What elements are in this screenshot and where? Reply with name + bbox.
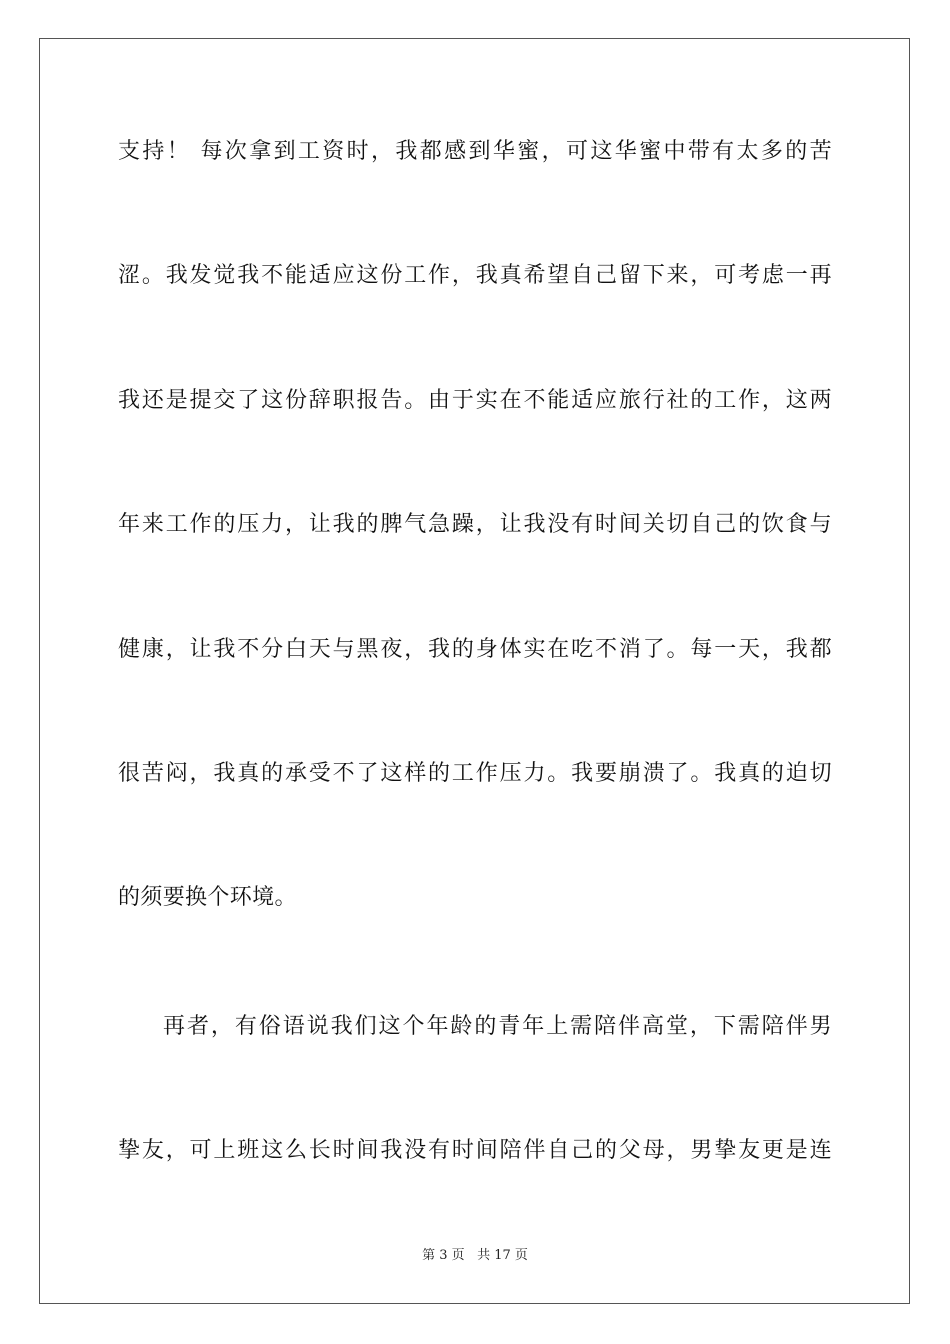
text-line-5: 健康，让我不分白天与黑夜，我的身体实在吃不消了。每一天，我都 xyxy=(118,637,832,662)
text-line-1: 支持！ 每次拿到工资时，我都感到华蜜，可这华蜜中带有太多的苦 xyxy=(118,139,832,164)
text-line-3: 我还是提交了这份辞职报告。由于实在不能适应旅行社的工作，这两 xyxy=(118,388,832,413)
page-border xyxy=(39,38,910,1304)
text-line-4: 年来工作的压力，让我的脾气急躁，让我没有时间关切自己的饮食与 xyxy=(118,512,832,537)
text-line-6: 很苦闷，我真的承受不了这样的工作压力。我要崩溃了。我真的迫切 xyxy=(118,761,832,786)
paragraph-2-line-2: 挚友，可上班这么长时间我没有时间陪伴自己的父母，男挚友更是连 xyxy=(118,1138,832,1163)
text-line-7: 的须要换个环境。 xyxy=(118,885,297,910)
page-footer xyxy=(0,1247,950,1265)
total-pages: 共 17 页 xyxy=(477,1248,528,1263)
text-line-2: 涩。我发觉我不能适应这份工作，我真希望自己留下来，可考虑一再 xyxy=(118,263,832,288)
paragraph-2-line-1: 再者，有俗语说我们这个年龄的青年上需陪伴高堂，下需陪伴男 xyxy=(163,1014,832,1039)
page-number: 第 3 页 xyxy=(422,1248,465,1263)
